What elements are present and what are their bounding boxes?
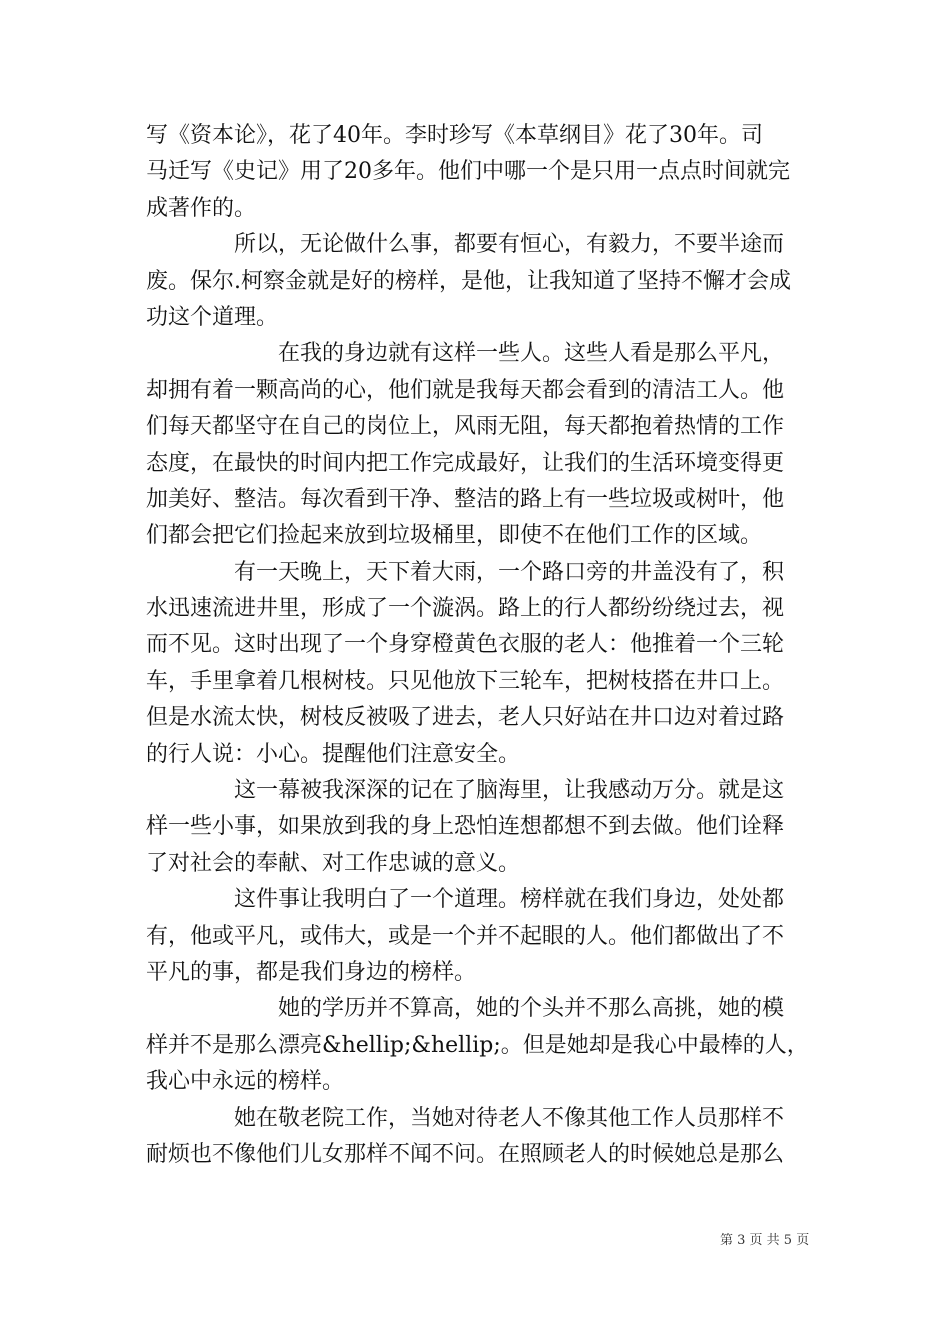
text-line: 平凡的事，都是我们身边的榜样。 <box>146 959 477 985</box>
text-line: 所以，无论做什么事，都要有恒心，有毅力，不要半途而 <box>146 232 785 258</box>
text-line: 我心中永远的榜样。 <box>146 1069 345 1095</box>
text-line: 这一幕被我深深的记在了脑海里，让我感动万分。就是这 <box>146 778 785 804</box>
text-line: 而不见。这时出现了一个身穿橙黄色衣服的老人：他推着一个三轮 <box>146 632 785 658</box>
text-line: 她的学历并不算高，她的个头并不那么高挑，她的模 <box>146 996 785 1022</box>
text-line: 成著作的。 <box>146 195 257 221</box>
text-line: 却拥有着一颗高尚的心，他们就是我每天都会看到的清洁工人。他 <box>146 377 785 403</box>
text-line: 耐烦也不像他们儿女那样不闻不问。在照顾老人的时候她总是那么 <box>146 1141 785 1167</box>
text-line: 有，他或平凡，或伟大，或是一个并不起眼的人。他们都做出了不 <box>146 923 785 949</box>
text-line: 态度，在最快的时间内把工作完成最好，让我们的生活环境变得更 <box>146 450 785 476</box>
text-line: 这件事让我明白了一个道理。榜样就在我们身边，处处都 <box>146 887 785 913</box>
text-line: 样一些小事，如果放到我的身上恐怕连想都想不到去做。他们诠释 <box>146 814 785 840</box>
text-line: 有一天晚上，天下着大雨，一个路口旁的井盖没有了，积 <box>146 559 785 585</box>
text-line: 们每天都坚守在自己的岗位上，风雨无阻，每天都抱着热情的工作 <box>146 414 785 440</box>
text-line: 样并不是那么漂亮&hellip;&hellip;。但是她却是我心中最棒的人， <box>146 1032 809 1058</box>
text-line: 车，手里拿着几根树枝。只见他放下三轮车，把树枝搭在井口上。 <box>146 668 785 694</box>
document-body <box>146 118 816 1173</box>
text-line: 加美好、整洁。每次看到干净、整洁的路上有一些垃圾或树叶，他 <box>146 486 785 512</box>
text-line: 们都会把它们捡起来放到垃圾桶里，即使不在他们工作的区域。 <box>146 523 763 549</box>
text-line: 废。保尔.柯察金就是好的榜样，是他，让我知道了坚持不懈才会成 <box>146 268 791 294</box>
text-line: 的行人说：小心。提醒他们注意安全。 <box>146 741 521 767</box>
text-line: 在我的身边就有这样一些人。这些人看是那么平凡， <box>146 341 785 367</box>
text-line: 水迅速流进井里，形成了一个漩涡。路上的行人都纷纷绕过去，视 <box>146 596 785 622</box>
text-line: 功这个道理。 <box>146 304 279 330</box>
text-line: 了对社会的奉献、对工作忠诚的意义。 <box>146 850 521 876</box>
text-line: 马迁写《史记》用了20多年。他们中哪一个是只用一点点时间就完 <box>146 159 790 185</box>
page-number-footer: 第 3 页 共 5 页 <box>720 1233 810 1248</box>
text-line: 但是水流太快，树枝反被吸了进去，老人只好站在井口边对着过路 <box>146 705 785 731</box>
text-line: 她在敬老院工作，当她对待老人不像其他工作人员那样不 <box>146 1105 785 1131</box>
text-line: 写《资本论》，花了40年。李时珍写《本草纲目》花了30年。司 <box>146 123 763 148</box>
